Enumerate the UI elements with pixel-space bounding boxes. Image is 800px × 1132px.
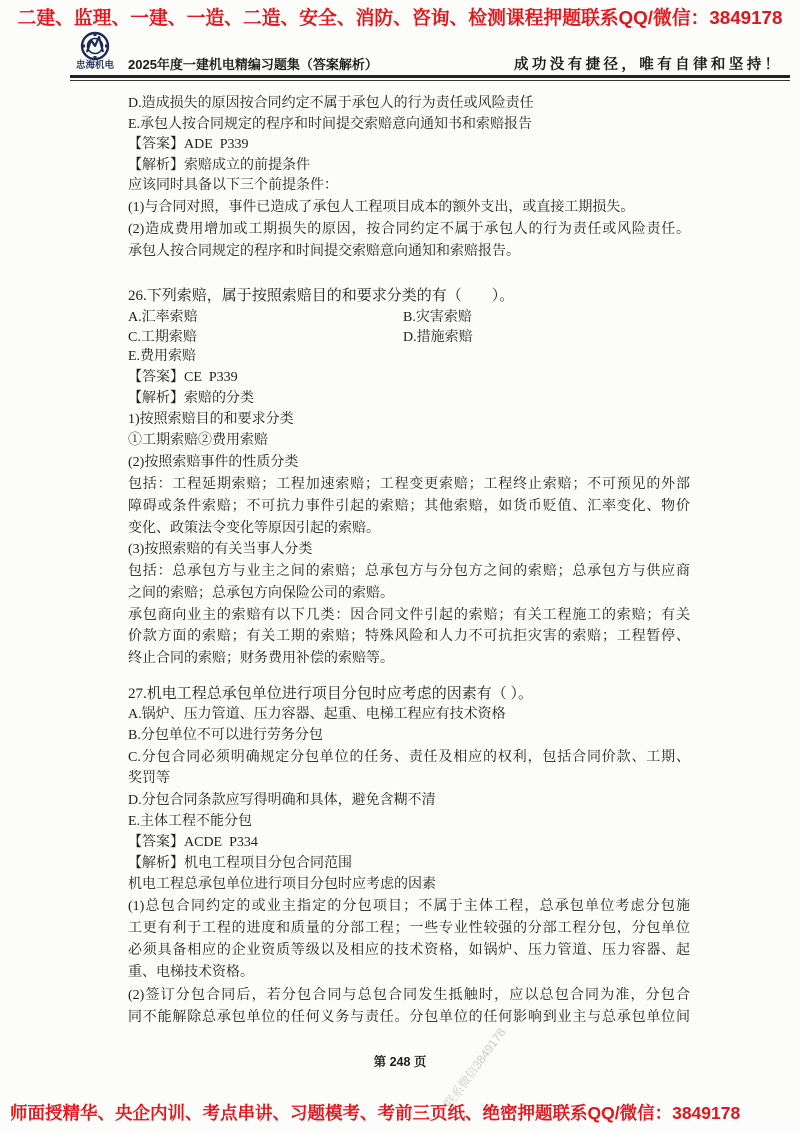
q25-option-e: E.承包人按合同规定的程序和时间提交索赔意向通知书和索赔报告 (128, 117, 533, 132)
q25-option-d: D.造成损失的原因按合同约定不属于承包人的行为责任或风险责任 (128, 96, 534, 111)
q26-analysis-line: 承包商向业主的索赔有以下几类：因合同文件引起的索赔；有关工程施工的索赔；有关 (128, 608, 690, 623)
q27-analysis-line: 同不能解除总承包单位的任何义务与责任。分包单位的任何影响到业主与总承包单位间 (128, 1010, 690, 1025)
q25-analysis-title: 【解析】索赔成立的前提条件 (128, 158, 310, 173)
watermark: 联系微信3849178 (441, 1025, 509, 1111)
q27-option-d: D.分包合同条款应写得明确和具体，避免含糊不清 (128, 793, 436, 808)
q27-option-a: A.锅炉、压力管道、压力容器、起重、电梯工程应有技术资格 (128, 707, 506, 722)
q27-option-e: E.主体工程不能分包 (128, 814, 253, 829)
header-rule-thin (70, 80, 790, 81)
q26-option-d: D.措施索赔 (403, 330, 473, 345)
bottom-promo-banner: 师面授精华、央企内训、考点串讲、习题模考、考前三页纸、绝密押题联系QQ/微信：3849178 (10, 1103, 741, 1123)
q27-analysis-line: 机电工程总承包单位进行项目分包时应考虑的因素 (128, 877, 436, 892)
q26-option-a: A.汇率索赔 (128, 310, 198, 325)
q27-analysis-title: 【解析】机电工程项目分包合同范围 (128, 856, 352, 871)
q26-analysis-line: 之间的索赔；总承包方向保险公司的索赔。 (128, 586, 394, 601)
q26-analysis-line: (3)按照索赔的有关当事人分类 (128, 542, 313, 557)
q27-analysis-line: (1)总包合同约定的或业主指定的分包项目；不属于主体工程，总承包单位考虑分包施 (128, 899, 690, 914)
q25-analysis-line: (1)与合同对照，事件已造成了承包人工程项目成本的额外支出，或直接工期损失。 (128, 200, 635, 215)
top-promo-banner: 二建、监理、一建、一造、二造、安全、消防、咨询、检测课程押题联系QQ/微信：3849178 (17, 7, 783, 28)
q26-analysis-line: 终止合同的索赔；财务费用补偿的索赔等。 (128, 651, 394, 666)
q27-option-c: C.分包合同必须明确规定分包单位的任务、责任及相应的权利，包括合同价款、工期、 (128, 750, 690, 765)
header-motto: 成功没有捷径，唯有自律和坚持！ (514, 57, 783, 73)
q27-analysis-line: (2)签订分包合同后，若分包合同与总包合同发生抵触时，应以总包合同为准，分包合 (128, 988, 690, 1003)
q25-analysis-line: (2)造成费用增加或工期损失的原因，按合同约定不属于承包人的行为责任或风险责任。 (128, 222, 690, 237)
logo-text: 忠海机电 (75, 60, 114, 71)
q26-analysis-line: 变化、政策法令变化等原因引起的索赔。 (128, 521, 380, 536)
q27-answer: 【答案】ACDE P334 (128, 835, 258, 850)
company-logo-icon (78, 31, 112, 63)
q26-answer: 【答案】CE P339 (128, 370, 238, 385)
q27-option-c-continued: 奖罚等 (128, 771, 170, 786)
header-title: 2025年度一建机电精编习题集（答案解析） (128, 57, 378, 72)
page-number: 第 248 页 (373, 1055, 427, 1069)
q27-option-b: B.分包单位不可以进行劳务分包 (128, 728, 323, 743)
q26-analysis-line: 包括：工程延期索赔；工程加速索赔；工程变更索赔；工程终止索赔；不可预见的外部 (128, 477, 690, 492)
q26-analysis-line: (2)按照索赔事件的性质分类 (128, 455, 299, 470)
q26-analysis-line: ①工期索赔②费用索赔 (128, 433, 268, 448)
q27-analysis-line: 重、电梯技术资格。 (128, 965, 254, 980)
q25-analysis-line: 应该同时具备以下三个前提条件： (128, 178, 338, 193)
q26-stem: 26.下列索赔，属于按照索赔目的和要求分类的有（ ）。 (128, 288, 515, 304)
q26-analysis-title: 【解析】索赔的分类 (128, 391, 254, 406)
q27-analysis-line: 必须具备相应的企业资质等级以及相应的技术资格，如锅炉、压力管道、压力容器、起 (128, 943, 690, 958)
q25-answer: 【答案】ADE P339 (128, 137, 249, 152)
q26-analysis-line: 1)按照索赔目的和要求分类 (128, 412, 294, 427)
q26-analysis-line: 价款方面的索赔；有关工期的索赔；特殊风险和人力不可抗拒灾害的索赔；工程暂停、 (128, 629, 690, 644)
q26-option-c: C.工期索赔 (128, 330, 197, 345)
q27-analysis-line: 工更有利于工程的进度和质量的分部工程；一些专业性较强的分部工程分包，分包单位 (128, 921, 690, 936)
q25-analysis-line: 承包人按合同规定的程序和时间提交索赔意向通知和索赔报告。 (128, 244, 520, 259)
q26-option-b: B.灾害索赔 (403, 310, 472, 325)
q27-stem: 27.机电工程总承包单位进行项目分包时应考虑的因素有（ ）。 (128, 686, 534, 702)
header-rule-thick (70, 75, 790, 78)
q26-analysis-line: 障碍或条件索赔；不可抗力事件引起的索赔；其他索赔，如货币贬值、汇率变化、物价 (128, 499, 690, 514)
q26-option-e: E.费用索赔 (128, 349, 197, 364)
q26-analysis-line: 包括：总承包方与业主之间的索赔；总承包方与分包方之间的索赔；总承包方与供应商 (128, 564, 690, 579)
